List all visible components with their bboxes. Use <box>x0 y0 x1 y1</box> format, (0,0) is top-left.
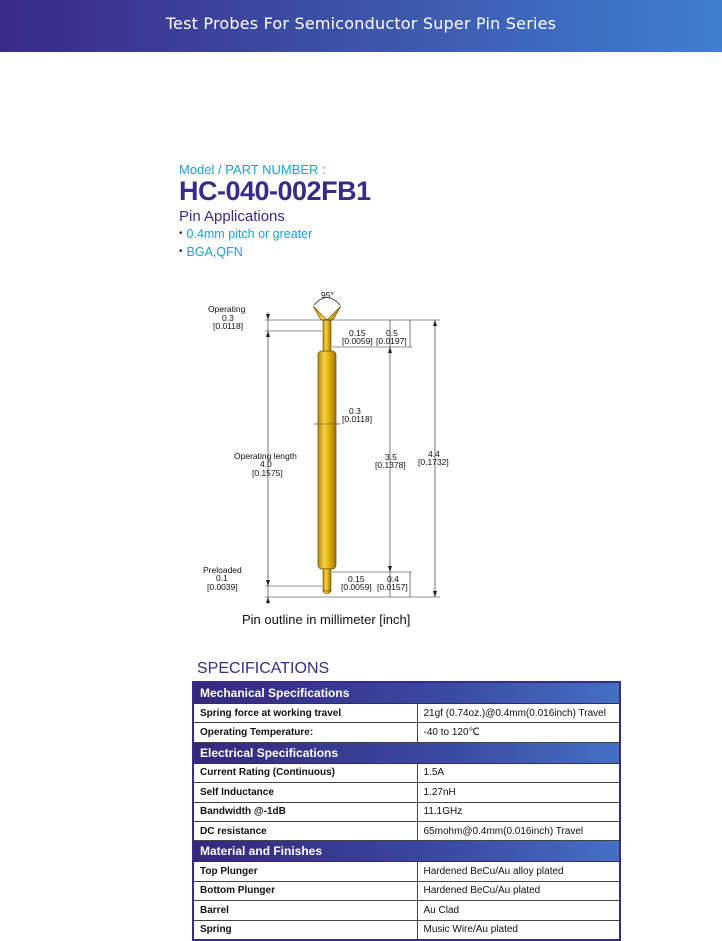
applications-heading: Pin Applications <box>179 208 285 225</box>
bullet-icon: • <box>179 228 183 239</box>
top-tip-in: [0.0059] <box>342 336 373 346</box>
table-row <box>193 802 620 821</box>
bullet-icon: • <box>179 246 183 257</box>
spec-value: Au Clad <box>417 901 620 920</box>
table-row <box>193 901 620 920</box>
barrel-dia-in: [0.0118] <box>342 414 373 424</box>
total-len-mm: 4.4 <box>428 449 440 459</box>
spec-label: Top Plunger <box>193 862 417 881</box>
op-length-label: Operating length <box>234 451 297 461</box>
spec-label: DC resistance <box>193 821 417 840</box>
spec-label: Barrel <box>193 901 417 920</box>
banner-title: Test Probes For Semiconductor Super Pin Series <box>165 14 557 33</box>
top-plunger-crown <box>313 306 341 320</box>
spec-label: Spring force at working travel <box>193 704 417 723</box>
part-number: HC-040-002FB1 <box>179 176 371 206</box>
application-text: BGA,QFN <box>186 245 243 259</box>
table-row <box>193 763 620 782</box>
operating-in: [0.0118] <box>213 321 244 331</box>
table-row <box>193 821 620 840</box>
op-length-in: [0.1575] <box>252 468 283 478</box>
top-len-in: [0.0197] <box>376 336 407 346</box>
model-label: Model / PART NUMBER : <box>179 162 326 177</box>
spec-value: 65mohm@0.4mm(0.016inch) Travel <box>417 821 620 840</box>
spec-value: 11.1GHz <box>417 802 620 821</box>
spec-label: Bandwidth @-1dB <box>193 802 417 821</box>
table-row <box>193 704 620 723</box>
spec-value: Hardened BeCu/Au alloy plated <box>417 862 620 881</box>
section-header-row <box>193 682 620 704</box>
specifications-table <box>192 681 621 941</box>
top-len-mm: 0.5 <box>386 328 398 338</box>
preloaded-mm: 0.1 <box>216 573 228 583</box>
section-header-row <box>193 841 620 862</box>
table-row <box>193 723 620 742</box>
spec-label: Current Rating (Continuous) <box>193 763 417 782</box>
application-text: 0.4mm pitch or greater <box>186 227 313 241</box>
body-len-mm: 3.5 <box>385 452 397 462</box>
specifications-heading: SPECIFICATIONS <box>197 660 330 677</box>
spec-label: Spring <box>193 920 417 940</box>
body-len-in: [0.1378] <box>375 460 406 470</box>
section-title: Material and Finishes <box>193 841 620 862</box>
section-title: Mechanical Specifications <box>193 682 620 704</box>
spec-value: 1.5A <box>417 763 620 782</box>
bottom-plunger-tip <box>323 591 331 594</box>
section-title: Electrical Specifications <box>193 742 620 763</box>
table-row <box>193 862 620 881</box>
spec-value: 1.27nH <box>417 783 620 802</box>
table-row <box>193 783 620 802</box>
top-plunger <box>323 320 331 352</box>
total-len-in: [0.1732] <box>418 457 449 467</box>
spec-label: Operating Temperature: <box>193 723 417 742</box>
table-row <box>193 881 620 900</box>
section-header-row <box>193 742 620 763</box>
spec-value: 21gf (0.74oz.)@0.4mm(0.016inch) Travel <box>417 704 620 723</box>
spec-value: -40 to 120℃ <box>417 723 620 742</box>
op-length-mm: 4.0 <box>260 459 272 469</box>
spec-value: Music Wire/Au plated <box>417 920 620 940</box>
bottom-len-in: [0.0157] <box>377 582 408 592</box>
drawing-caption: Pin outline in millimeter [inch] <box>242 612 411 627</box>
bottom-tip-in: [0.0059] <box>341 582 372 592</box>
barrel <box>318 351 336 569</box>
spec-label: Bottom Plunger <box>193 881 417 900</box>
preloaded-label: Preloaded <box>203 565 242 575</box>
spec-value: Hardened BeCu/Au plated <box>417 881 620 900</box>
tip-angle-label: 95° <box>321 290 334 300</box>
bottom-tip-mm: 0.15 <box>348 574 365 584</box>
preloaded-in: [0.0039] <box>207 582 238 592</box>
operating-mm: 0.3 <box>222 313 234 323</box>
bottom-plunger <box>323 569 331 591</box>
spec-label: Self Inductance <box>193 783 417 802</box>
table-row <box>193 920 620 940</box>
top-tip-mm: 0.15 <box>349 328 366 338</box>
operating-label: Operating <box>208 304 246 314</box>
barrel-dia-mm: 0.3 <box>349 406 361 416</box>
bottom-len-mm: 0.4 <box>387 574 399 584</box>
